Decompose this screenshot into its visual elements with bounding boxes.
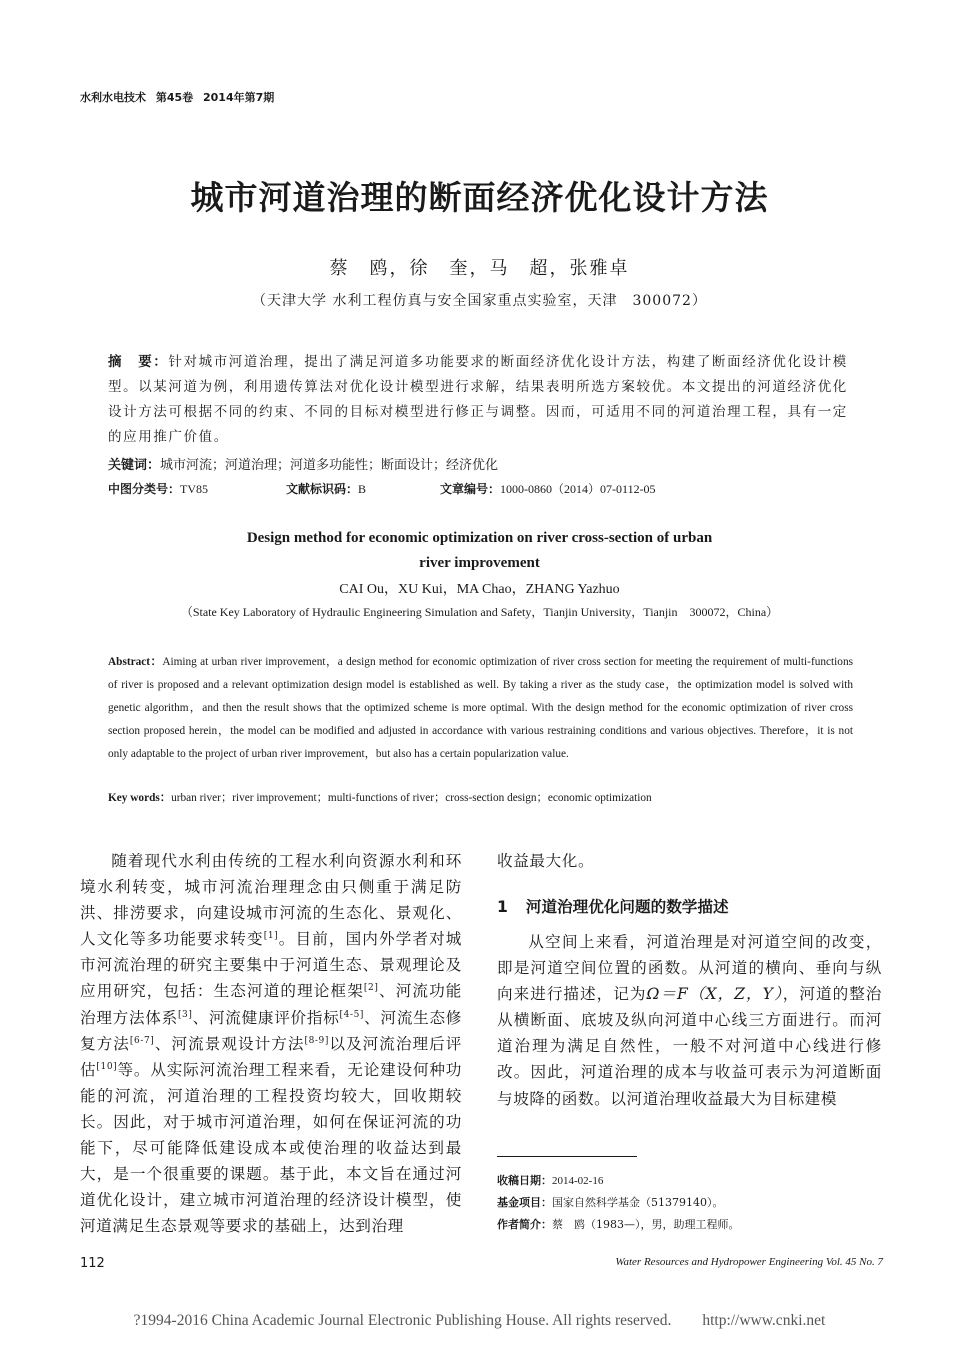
section-heading <box>497 895 729 917</box>
keywords-cn <box>108 454 498 473</box>
copyright-notice: ?1994-2016 China Academic Journal Electronic Publishing House. All rights reserved. http://www.cnki.net <box>133 1312 826 1329</box>
page-number: 112 <box>80 1256 105 1271</box>
intro-paragraph: 随着现代水利由传统的工程水利向资源水利和环境水利转变，城市河流治理理念由只侧重于满足防洪、排涝要求，向建设城市河流的生态化、景观化、人文化等多功能要求转变[1]。目前，国内外学者对城市河流治理的研究主要集中于河道生态、景观理论及应用研究，包括：生态河道的理论框架[2]、河流功能治理方法体系[3]、河流健康评价指标[4-5]、河流生态修复方法[6-7]、河流景观设计方法[8-9]以及河流治理后评估[10]等。从实际河流治理工程来看，无论建设何种功能的河流，河道治理的工程投资均较大，回收期较长。因此，对于城市河道治理，如何在保证河流的功能下，尽可能降低建设成本或使治理的收益达到最大，是一个很重要的课题。基于此，本文旨在通过河道优化设计，建立城市河道治理的经济设计模型，使河道满足生态景观等要求的基础上，达到治理 <box>80 852 462 1236</box>
authors: 蔡 鸥，徐 奎，马 超，张雅卓 <box>329 258 630 279</box>
keywords-cn-label: 关键词： <box>108 458 161 473</box>
paper-title: 城市河道治理的断面经济优化设计方法 <box>190 178 769 217</box>
affiliation: （天津大学 水利工程仿真与安全国家重点实验室，天津 300072） <box>252 293 707 309</box>
keywords-en-text: urban river；river improvement；multi-functions of river；cross-section design；economic optimization <box>171 792 652 804</box>
abstract-en-label: Abstract： <box>108 656 163 668</box>
citation: [3] <box>177 1009 193 1020</box>
abstract-en <box>108 651 853 766</box>
section-title: 河道治理优化问题的数学描述 <box>525 898 729 916</box>
title-en <box>0 526 959 576</box>
abstract-cn <box>108 350 853 450</box>
citation: [8-9] <box>304 1035 329 1046</box>
article-id: 文章编号：1000-0860（2014）07-0112-05 <box>440 482 656 496</box>
intro-continuation: 收益最大化。 <box>497 852 595 870</box>
keywords-cn-text: 城市河流；河道治理；河道多功能性；断面设计；经济优化 <box>160 458 499 473</box>
keywords-en <box>108 789 853 805</box>
journal-name: 水利水电技术 <box>80 91 146 104</box>
abstract-cn-text: 针对城市河道治理，提出了满足河道多功能要求的断面经济优化设计方法，构建了断面经济优化设计模型。以某河道为例，利用遗传算法对优化设计模型进行求解，结果表明所选方案较优。本文提出的河道经济优化设计方法可根据不同的约束、不同的目标对模型进行修正与调整。因而，可适用不同的河道治理工程，具有一定的应用推广价值。 <box>108 354 848 445</box>
title-en-line1: Design method for economic optimization on river cross-section of urban <box>246 530 713 546</box>
section-paragraph: 从空间上来看，河道治理是对河道空间的改变，即是河道空间位置的函数。从河道的横向、垂向与纵向来进行描述，记为Ω＝F（X，Z，Y），河道的整治从横断面、底坡及纵向河道中心线三方面进行。而河道治理为满足自然性，一般不对河道中心线进行修改。因此，河道治理的成本与收益可表示为河道断面与坡降的函数。以河道治理收益最大为目标建模 <box>497 933 882 1108</box>
footnote-divider <box>497 1156 637 1157</box>
volume: 第45卷 <box>155 91 194 104</box>
keywords-en-label: Key words： <box>108 792 172 804</box>
citation: [1] <box>263 931 279 942</box>
abstract-en-text: Aiming at urban river improvement，a design method for economic optimization of river cross section for meeting the requirement of multi-functions of river is proposed and a relevant optimization design model is established as well. By taking a river as the study case，the optimization model is solved with genetic algorithm，and then the result shows that the optimized scheme is more optimal. With the design method for the economic optimization of river cross section proposed herein，the model can be modified and adjusted in accordance with various restraining conditions and various objectives. Therefore，it is not only adaptable to the project of urban river improvement，but also has a certain popularization value. <box>108 656 853 760</box>
footnote-received: 收稿日期：2014-02-16 <box>497 1174 604 1187</box>
clc-number: 中图分类号：TV85 <box>108 482 209 496</box>
document-code: 文献标识码：B <box>286 482 367 496</box>
title-en-line2: river improvement <box>419 555 540 571</box>
citation: [6-7] <box>129 1035 155 1046</box>
section-number: 1 <box>497 898 508 916</box>
affiliation-en: （State Key Laboratory of Hydraulic Engineering Simulation and Safety，Tianjin University，Tianjin 300072，China） <box>180 605 779 619</box>
journal-name-en: Water Resources and Hydropower Engineering Vol. 45 No. 7 <box>615 1256 883 1268</box>
authors-en: CAI Ou，XU Kui，MA Chao，ZHANG Yazhuo <box>339 582 620 597</box>
citation: [4-5] <box>339 1009 365 1020</box>
footnote-fund: 基金项目：国家自然科学基金（51379140）。 <box>497 1196 724 1209</box>
footnote-author: 作者简介：蔡 鸥（1983—），男，助理工程师。 <box>497 1218 740 1231</box>
citation: [10] <box>96 1061 118 1072</box>
citation: [2] <box>363 983 379 994</box>
issue: 2014年第7期 <box>203 91 275 104</box>
formula: Ω＝F（X，Z，Y） <box>646 985 783 1004</box>
abstract-cn-label: 摘 要： <box>108 354 169 370</box>
running-header <box>80 89 280 105</box>
